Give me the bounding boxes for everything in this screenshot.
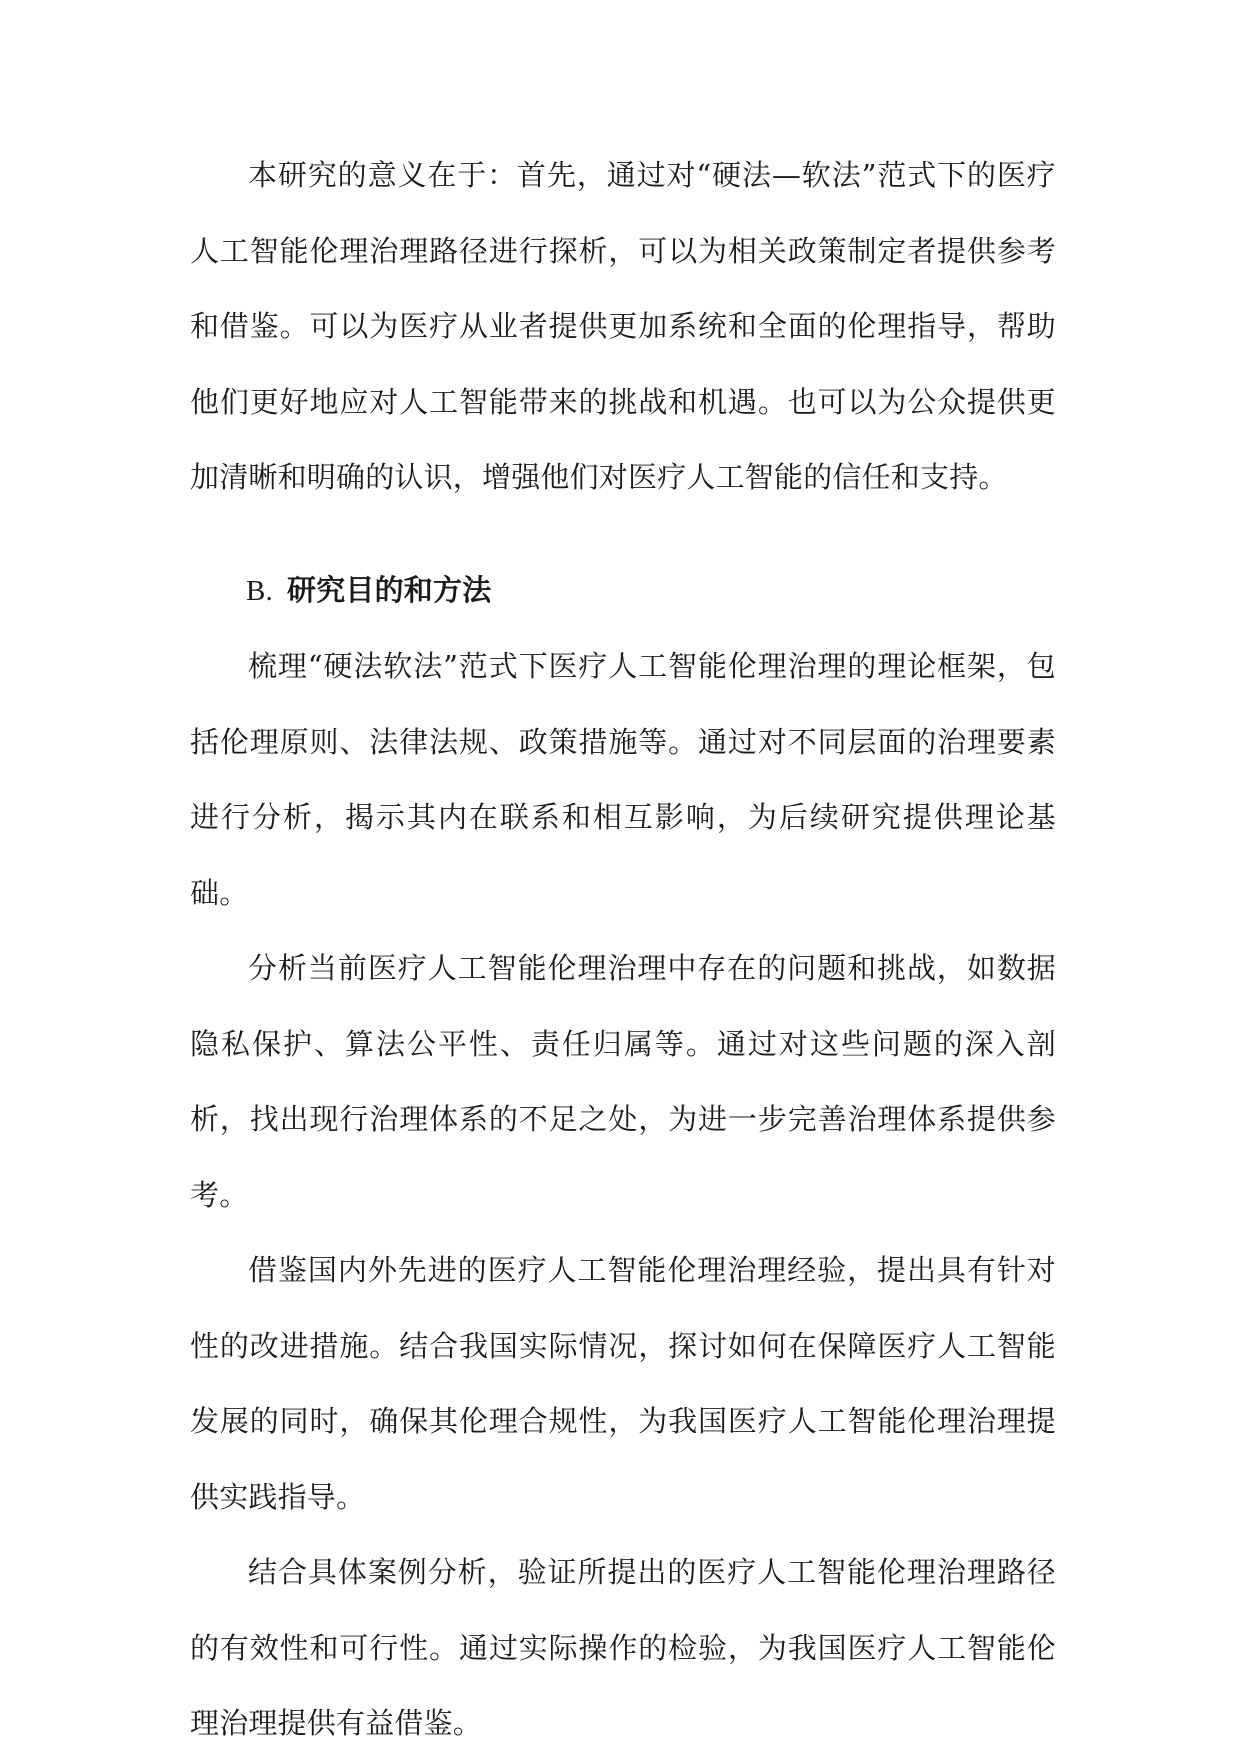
body-paragraph-4: 结合具体案例分析，验证所提出的医疗人工智能伦理治理路径的有效性和可行性。通过实际操作的检验，为我国医疗人工智能伦理治理提供有益借鉴。 xyxy=(190,1555,1056,1740)
intro-paragraph: 本研究的意义在于：首先，通过对“硬法—软法”范式下的医疗人工智能伦理治理路径进行探析，可以为相关政策制定者提供参考和借鉴。可以为医疗从业者提供更加系统和全面的伦理指导，帮助他们更好地应对人工智能带来的挑战和机遇。也可以为公众提供更加清晰和明确的认识，增强他们对医疗人工智能的信任和支持。 xyxy=(190,158,1056,494)
section-number: B. xyxy=(246,574,273,607)
section-heading xyxy=(190,553,1056,630)
section-title: 研究目的和方法 xyxy=(287,572,492,607)
body-paragraph-2: 分析当前医疗人工智能伦理治理中存在的问题和挑战，如数据隐私保护、算法公平性、责任归属等。通过对这些问题的深入剖析，找出现行治理体系的不足之处，为进一步完善治理体系提供参考。 xyxy=(190,951,1056,1212)
body-paragraph-3: 借鉴国内外先进的医疗人工智能伦理治理经验，提出具有针对性的改进措施。结合我国实际情况，探讨如何在保障医疗人工智能发展的同时，确保其伦理合规性，为我国医疗人工智能伦理治理提供实践指导。 xyxy=(190,1253,1056,1514)
document-page xyxy=(190,138,1056,1762)
body-paragraph-1: 梳理“硬法软法”范式下医疗人工智能伦理治理的理论框架，包括伦理原则、法律法规、政策措施等。通过对不同层面的治理要素进行分析，揭示其内在联系和相互影响，为后续研究提供理论基础。 xyxy=(190,649,1056,910)
